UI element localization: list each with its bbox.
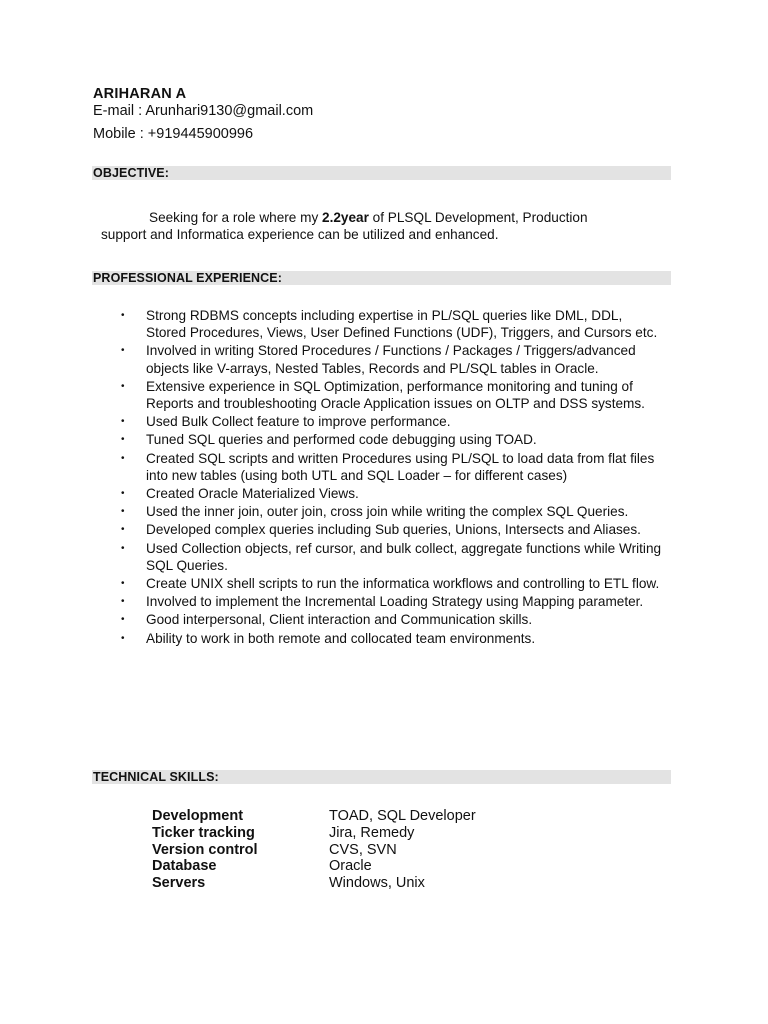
list-item (118, 521, 666, 538)
skill-label: Database (152, 858, 217, 875)
list-item-text: Involved to implement the Incremental Loading Strategy using Mapping parameter. (146, 594, 644, 610)
bullet-icon: • (121, 524, 125, 536)
bullet-icon: • (121, 488, 125, 500)
experience-list (118, 307, 666, 648)
list-item-text: Extensive experience in SQL Optimization, performance monitoring and tuning of Reports and troubleshooting Oracle Application issues on OLTP and DSS systems. (146, 378, 645, 412)
bullet-icon: • (121, 542, 125, 554)
skill-row (152, 858, 476, 875)
bullet-icon: • (121, 578, 125, 590)
bullet-icon: • (121, 596, 125, 608)
skill-value: Oracle (329, 858, 372, 875)
list-item-text: Created Oracle Materialized Views. (146, 486, 359, 502)
list-item (118, 611, 666, 628)
objective-text-before: Seeking for a role where my (149, 210, 323, 225)
skill-value: Windows, Unix (329, 875, 425, 892)
list-item-text: Create UNIX shell scripts to run the informatica workflows and controlling to ETL flow. (146, 576, 660, 592)
list-item-text: Developed complex queries including Sub queries, Unions, Intersects and Aliases. (146, 522, 641, 538)
skill-label: Development (152, 808, 244, 824)
list-item (118, 630, 666, 647)
bullet-icon: • (121, 614, 125, 626)
skill-value: CVS, SVN (329, 841, 397, 858)
objective-line-1 (101, 210, 641, 227)
objective-line-2: support and Informatica experience can be utilized and enhanced. (101, 226, 499, 242)
list-item-text: Strong RDBMS concepts including expertise in PL/SQL queries like DML, DDL, Stored Procedures, Views, User Defined Functions (UDF), Triggers, and Cursors etc. (146, 308, 658, 341)
list-item (118, 485, 666, 502)
objective-text-after: of PLSQL Development, Production (368, 210, 588, 225)
list-item (118, 575, 666, 592)
list-item-text: Used Bulk Collect feature to improve performance. (146, 414, 451, 430)
experience-heading: PROFESSIONAL EXPERIENCE: (93, 271, 283, 285)
objective-section-bar (92, 166, 671, 180)
skill-row (152, 808, 476, 825)
objective-paragraph (101, 210, 641, 243)
skills-table (152, 808, 476, 892)
list-item-text: Ability to work in both remote and collocated team environments. (146, 630, 536, 646)
email-line: E-mail : Arunhari9130@gmail.com (93, 103, 314, 119)
skill-label: Version control (152, 841, 258, 858)
bullet-icon: • (121, 506, 125, 518)
skill-value: Jira, Remedy (329, 824, 415, 841)
list-item-text: Involved in writing Stored Procedures / Functions / Packages / Triggers/advanced objects like V-arrays, Nested Tables, Records and PL/SQL tables in Oracle. (146, 343, 636, 376)
bullet-icon: • (121, 434, 125, 446)
skills-heading: TECHNICAL SKILLS: (93, 770, 219, 784)
list-item-text: Good interpersonal, Client interaction and Communication skills. (146, 612, 533, 628)
objective-heading: OBJECTIVE: (93, 166, 170, 180)
skill-value: TOAD, SQL Developer (329, 808, 476, 824)
skill-label: Ticker tracking (152, 824, 255, 841)
list-item-text: Created SQL scripts and written Procedures using PL/SQL to load data from flat files into new tables (using both UTL and SQL Loader – for different cases) (146, 450, 655, 483)
list-item (118, 378, 666, 412)
bullet-icon: • (121, 416, 125, 428)
skill-row (152, 825, 476, 842)
bullet-icon: • (121, 310, 125, 321)
skill-label: Servers (152, 875, 206, 892)
list-item (118, 450, 666, 484)
list-item (118, 307, 666, 341)
bullet-icon: • (121, 345, 125, 357)
mobile-line: Mobile : +919445900996 (93, 126, 254, 142)
list-item (118, 503, 666, 520)
list-item (118, 431, 666, 448)
list-item (118, 342, 666, 376)
list-item-text: Used Collection objects, ref cursor, and bulk collect, aggregate functions while Writing SQL Queries. (146, 540, 662, 573)
list-item (118, 593, 666, 610)
candidate-name: ARIHARAN A (93, 86, 187, 102)
list-item (118, 540, 666, 574)
skill-row (152, 875, 476, 892)
list-item-text: Used the inner join, outer join, cross join while writing the complex SQL Queries. (146, 504, 629, 520)
bullet-icon: • (121, 632, 125, 644)
objective-experience-years: 2.2year (322, 210, 369, 225)
bullet-icon: • (121, 380, 125, 392)
skill-row (152, 842, 476, 859)
list-item-text: Tuned SQL queries and performed code debugging using TOAD. (146, 432, 537, 448)
list-item (118, 413, 666, 430)
bullet-icon: • (121, 452, 125, 464)
